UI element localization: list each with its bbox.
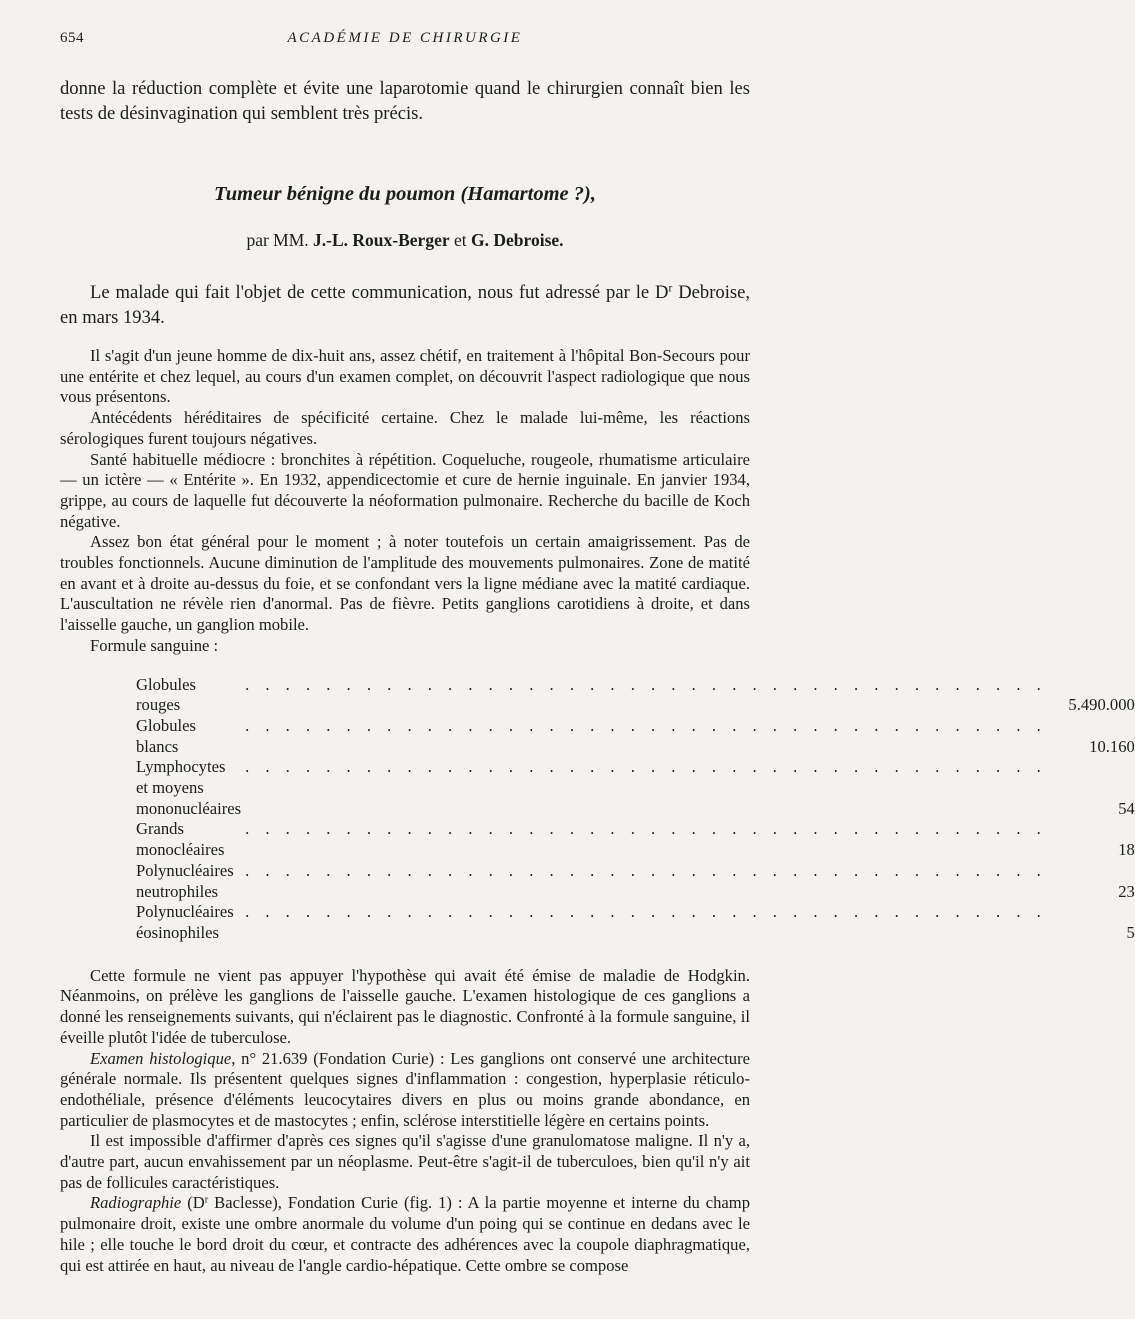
blood-formula-row [136,675,1135,716]
histology-text: , n° 21.639 (Fondation Curie) : Les ganglions ont conservé une architecture générale normale. Ils présentent quelques signes d'inflammation : congestion, hyperplasie réticulo-endothéliale, présence d'éléments leucocytaires divers en plus ou moins grande abondance, en particulier de plasmocytes et de mastocytes ; enfin, sclérose interstitielle légère en certains points. [60,1048,750,1130]
blood-formula-label: Lymphocytes et moyens mononucléaires [136,757,242,818]
blood-formula-value: 18 [1118,840,1135,860]
paragraph-histology [60,1049,750,1132]
lead-sup: r [668,282,673,295]
paragraph-blood-heading: Formule sanguine : [90,635,219,655]
paragraph-antecedents: Antécédents héréditaires de spécificité certaine. Chez le malade lui-même, les réactions sérologiques furent toujours négatives. [60,408,750,448]
leader-dots: . . . . . . . . . . . . . . . . . . . . . . . . . . . . . . . . . . . . . . . . [245,674,1047,694]
paragraph-state: Assez bon état général pour le moment ; à noter toutefois un certain amaigrissement. Pas de troubles fonctionnels. Aucune diminution de l'amplitude des mouvements pulmonaires. Zone de matité en avant et à droite au-dessus du foie, et se confondant vers la ligne médiane avec la matité cardiaque. L'auscultation ne révèle rien d'anormal. Pas de fièvre. Petits ganglions carotidiens à droite, et dans l'aisselle gauche, un ganglion mobile. [60,532,750,635]
clinical-history [60,346,750,657]
blood-formula-row [136,819,1135,860]
radiography-sup: r [204,1194,209,1206]
blood-formula-value: 5.490.000 [1068,695,1135,715]
blood-formula-label: Globules rouges [136,674,196,715]
blood-formula-row [136,716,1135,757]
lead-text-1: Le malade qui fait l'objet de cette communication, nous fut adressé par le D [90,282,669,303]
lead-text-2: Debroise, en mars 1934. [60,282,750,328]
leader-dots: . . . . . . . . . . . . . . . . . . . . . . . . . . . . . . . . . . . . . . . . [245,715,1047,735]
lead-paragraph [60,280,750,330]
leader-dots: . . . . . . . . . . . . . . . . . . . . . . . . . . . . . . . . . . . . . . . . [245,757,1047,777]
page-number: 654 [60,30,84,46]
blood-formula-label: Polynucléaires éosinophiles [136,902,234,942]
paragraph-granulomatose: Il est impossible d'affirmer d'après ces signes qu'il s'agisse d'une granulomatose maligne. Il n'y a, d'autre part, aucun envahissement par un néoplasme. Peut-être s'agit-il de tuberculoes, bien qu'il n'y ait pas de follicules caractéristiques. [60,1131,750,1192]
article-title: Tumeur bénigne du poumon (Hamartome ?), [214,183,596,205]
histology-label: Examen histologique [90,1048,232,1068]
byline [60,228,750,252]
paragraph-health: Santé habituelle médiocre : bronchites à répétition. Coqueluche, rougeole, rhumatisme articulaire — un ictère — « Entérite ». En 1932, appendicectomie et cure de hernie inguinale. En janvier 1934, grippe, au cours de laquelle fut découverte la néoformation pulmonaire. Recherche du bacille de Koch négative. [60,449,750,531]
paragraph-radiography [60,1193,750,1276]
paragraph-after-table: Cette formule ne vient pas appuyer l'hypothèse qui avait été émise de maladie de Hodgkin. Néanmoins, on prélève les ganglions de l'aisselle gauche. L'examen histologique de ces ganglions a donné les renseignements suivants, qui n'éclairent pas le diagnostic. Confronté à la formule sanguine, il éveille plutôt l'idée de tuberculose. [60,965,750,1047]
page-body [60,76,1135,1276]
blood-formula-label-cell [136,819,1047,860]
author-1: J.-L. Roux-Berger [313,230,450,250]
blood-formula-label: Globules blancs [136,715,196,756]
blood-formula-label-cell [136,757,1047,819]
radiography-text-1: (D [181,1193,205,1213]
radiography-text-2: Baclesse), Fondation Curie (fig. 1) : A la partie moyenne et interne du champ pulmonaire droit, existe une ombre anormale du volume d'un poing qui se continue en dedans avec le hile ; elle touche le bord droit du cœur, et contracte des adhérences avec la coupole diaphragmatique, qui est attirée en haut, au niveau de l'angle cardio-hépatique. Cette ombre se compose [60,1193,750,1275]
journal-title: ACADÉMIE DE CHIRURGIE [287,30,523,46]
blood-formula-label-cell [136,675,1047,716]
blood-formula-label: Polynucléaires neutrophiles [136,860,234,901]
running-head [60,30,750,54]
author-2: G. Debroise. [471,230,564,250]
blood-formula-value: 23 [1118,881,1135,901]
blood-formula-table [136,675,1135,944]
blood-formula-label-cell [136,861,1047,902]
radiography-label: Radiographie [90,1193,182,1213]
blood-formula-label-cell [136,902,1047,943]
blood-formula-value: 54 [1118,798,1135,818]
blood-formula-label-cell [136,716,1047,757]
intro-paragraph: donne la réduction complète et évite une laparotomie quand le chirurgien connaît bien les tests de désinvagination qui semblent très précis. [60,78,750,124]
blood-formula-row [136,757,1135,819]
blood-formula-value: 5 [1126,922,1135,942]
leader-dots: . . . . . . . . . . . . . . . . . . . . . . . . . . . . . . . . . . . . . . . . [245,902,1047,922]
byline-prefix: par MM. [246,230,309,250]
blood-formula-label: Grands monocléaires [136,819,225,860]
byline-and: et [454,230,467,250]
leader-dots: . . . . . . . . . . . . . . . . . . . . . . . . . . . . . . . . . . . . . . . . [245,860,1047,880]
blood-formula-row [136,902,1135,943]
blood-formula-value: 10.160 [1089,736,1135,756]
blood-formula-row [136,861,1135,902]
leader-dots: . . . . . . . . . . . . . . . . . . . . . . . . . . . . . . . . . . . . . . . . [245,819,1047,839]
paragraph-patient: Il s'agit d'un jeune homme de dix-huit ans, assez chétif, en traitement à l'hôpital Bon-Secours pour une entérite et chez lequel, au cours d'un examen complet, on découvrit l'aspect radiologique que nous vous présentons. [60,346,750,407]
